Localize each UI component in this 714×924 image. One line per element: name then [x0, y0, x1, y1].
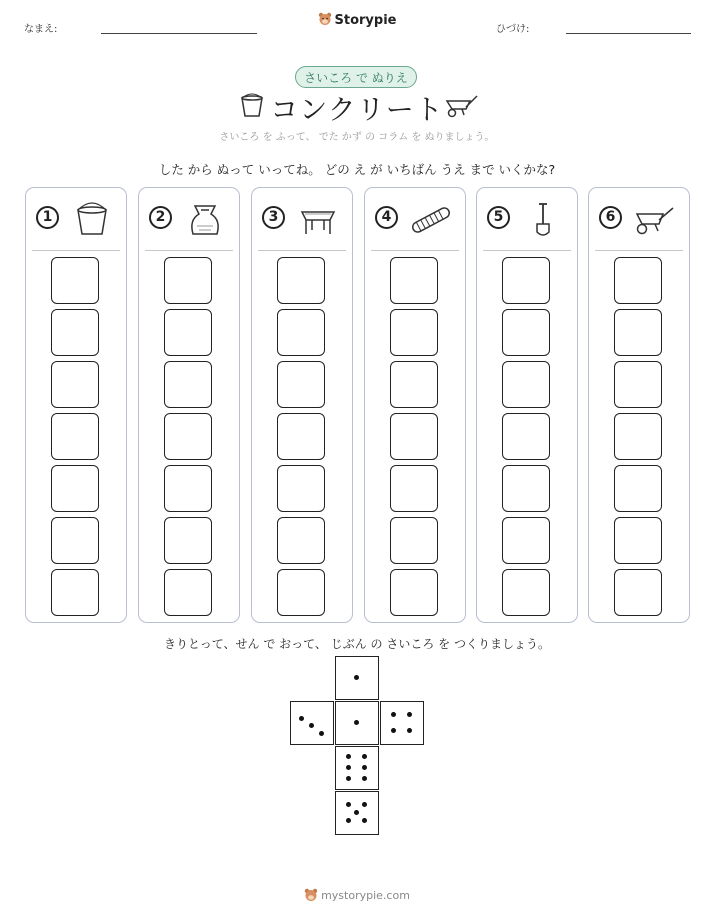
column-header [477, 188, 577, 250]
activity-tag: さいころ で ぬりえ [295, 66, 417, 88]
color-cell[interactable] [51, 569, 99, 616]
dice-pip [362, 754, 367, 759]
title-wheelbarrow-icon [444, 93, 480, 119]
logo [0, 12, 714, 28]
color-cell[interactable] [51, 413, 99, 460]
dice-instruction: きりとって、せん で おって、 じぶん の さいころ を つくりましょう。 [164, 637, 550, 651]
color-cell[interactable] [51, 361, 99, 408]
bear-footer-icon [304, 888, 318, 902]
color-cell[interactable] [502, 309, 550, 356]
bucket-icon [70, 200, 114, 238]
column-number: 5 [487, 206, 510, 229]
column-header [365, 188, 465, 250]
instruction: した から ぬって いってね。 どの え が いちばん うえ まで いくかな? [158, 162, 556, 177]
dice-pip [354, 675, 359, 680]
color-cell[interactable] [502, 465, 550, 512]
column-divider [145, 250, 233, 251]
color-cell[interactable] [502, 517, 550, 564]
subtitle: さいころ を ふって、 でた かず の コラム を ぬりましょう。 [219, 132, 495, 143]
wheelbarrow-icon [633, 200, 677, 238]
dice-pip [309, 723, 314, 728]
dice-face [335, 701, 379, 745]
column-header [26, 188, 126, 250]
color-cell[interactable] [390, 309, 438, 356]
color-cell[interactable] [164, 257, 212, 304]
column-number: 2 [149, 206, 172, 229]
column-6 [588, 187, 690, 623]
color-cell[interactable] [51, 465, 99, 512]
column-5 [476, 187, 578, 623]
color-cell[interactable] [277, 465, 325, 512]
dice-pip [362, 776, 367, 781]
column-header [252, 188, 352, 250]
rebar-icon [409, 200, 453, 238]
color-cell[interactable] [164, 517, 212, 564]
color-cell[interactable] [390, 361, 438, 408]
dice-pip [346, 776, 351, 781]
column-header [139, 188, 239, 250]
color-cell[interactable] [51, 517, 99, 564]
column-1 [25, 187, 127, 623]
column-divider [258, 250, 346, 251]
dice-face [380, 701, 424, 745]
cement-bag-icon [183, 200, 227, 238]
color-cell[interactable] [164, 361, 212, 408]
column-header [589, 188, 689, 250]
dice-pip [362, 802, 367, 807]
color-cell[interactable] [277, 413, 325, 460]
color-cell[interactable] [277, 361, 325, 408]
dice-pip [299, 716, 304, 721]
column-3 [251, 187, 353, 623]
dice-pip [346, 802, 351, 807]
column-number: 6 [599, 206, 622, 229]
color-cell[interactable] [164, 413, 212, 460]
color-cell[interactable] [614, 257, 662, 304]
color-cell[interactable] [164, 569, 212, 616]
dice-net [290, 656, 424, 836]
dice-face [335, 656, 379, 700]
column-number: 3 [262, 206, 285, 229]
dice-pip [354, 810, 359, 815]
logo-text: Storypie [334, 13, 397, 28]
column-4 [364, 187, 466, 623]
color-cell[interactable] [614, 465, 662, 512]
column-2 [138, 187, 240, 623]
dice-pip [362, 765, 367, 770]
color-cell[interactable] [390, 413, 438, 460]
color-cell[interactable] [502, 413, 550, 460]
dice-pip [346, 754, 351, 759]
color-cell[interactable] [277, 257, 325, 304]
dice-face [335, 791, 379, 835]
column-number: 4 [375, 206, 398, 229]
page-title: コンクリート [270, 93, 444, 126]
color-cell[interactable] [390, 257, 438, 304]
color-cell[interactable] [390, 517, 438, 564]
column-divider [483, 250, 571, 251]
dice-pip [407, 728, 412, 733]
dice-face [290, 701, 334, 745]
color-cell[interactable] [277, 309, 325, 356]
name-line[interactable] [101, 33, 257, 34]
bear-logo-icon [318, 12, 332, 26]
color-cell[interactable] [614, 309, 662, 356]
column-number: 1 [36, 206, 59, 229]
dice-pip [354, 720, 359, 725]
dice-pip [407, 712, 412, 717]
dice-pip [319, 731, 324, 736]
dice-pip [391, 712, 396, 717]
dice-pip [346, 765, 351, 770]
color-cell[interactable] [614, 569, 662, 616]
footer [0, 888, 714, 902]
color-cell[interactable] [277, 569, 325, 616]
column-divider [371, 250, 459, 251]
dice-pip [391, 728, 396, 733]
color-cell[interactable] [277, 517, 325, 564]
footer-url[interactable]: mystorypie.com [321, 889, 410, 902]
color-cell[interactable] [614, 517, 662, 564]
mixing-tray-icon [296, 200, 340, 238]
dice-pip [346, 818, 351, 823]
column-divider [32, 250, 120, 251]
column-divider [595, 250, 683, 251]
color-cell[interactable] [390, 465, 438, 512]
color-cell[interactable] [614, 413, 662, 460]
color-cell[interactable] [502, 257, 550, 304]
color-cell[interactable] [164, 309, 212, 356]
dice-pip [362, 818, 367, 823]
date-label: ひづけ: [496, 24, 530, 35]
color-cell[interactable] [51, 309, 99, 356]
dice-face [335, 746, 379, 790]
color-cell[interactable] [164, 465, 212, 512]
color-cell[interactable] [614, 361, 662, 408]
color-cell[interactable] [51, 257, 99, 304]
shovel-icon [521, 200, 565, 238]
color-cell[interactable] [502, 569, 550, 616]
date-line[interactable] [566, 33, 691, 34]
name-label: なまえ: [24, 24, 58, 35]
color-cell[interactable] [390, 569, 438, 616]
color-cell[interactable] [502, 361, 550, 408]
